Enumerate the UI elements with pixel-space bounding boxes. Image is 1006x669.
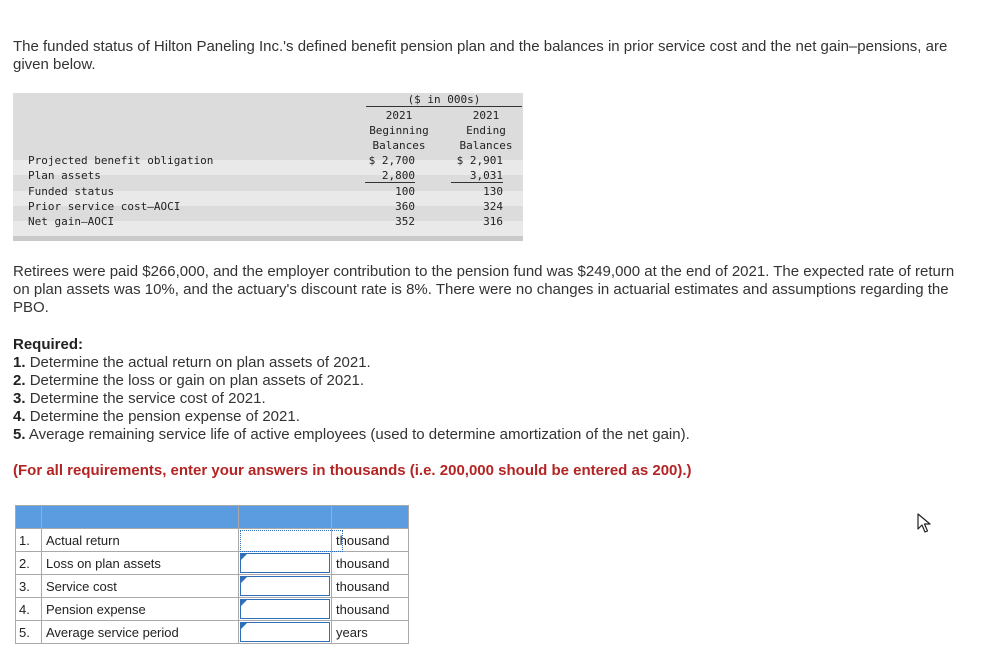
answer-row bbox=[16, 621, 409, 644]
row-label: Average service period bbox=[42, 621, 239, 644]
answer-row bbox=[16, 552, 409, 575]
col1-year: 2021 bbox=[385, 109, 413, 122]
row-number: 3. bbox=[16, 575, 42, 598]
row-label-plan-assets: Plan assets bbox=[28, 169, 101, 182]
row-label-prior-service-cost: Prior service cost–AOCI bbox=[28, 200, 181, 213]
unit-label: thousand bbox=[332, 529, 409, 552]
answer-row bbox=[16, 598, 409, 621]
funded-status-end: 130 bbox=[483, 185, 503, 198]
col2-line3: Balances bbox=[459, 139, 513, 152]
col1-line2: Beginning bbox=[369, 124, 429, 137]
col2-year: 2021 bbox=[472, 109, 500, 122]
answer-table-header bbox=[16, 506, 409, 529]
row-number: 2. bbox=[16, 552, 42, 575]
plan-assets-end: 3,031 bbox=[451, 169, 503, 183]
pbo-begin: $ 2,700 bbox=[368, 154, 415, 167]
row-number: 5. bbox=[16, 621, 42, 644]
pension-expense-input[interactable] bbox=[239, 598, 332, 621]
answer-table bbox=[15, 505, 409, 644]
row-label-funded-status: Funded status bbox=[28, 185, 115, 198]
average-service-period-input[interactable] bbox=[239, 621, 332, 644]
row-label-net-gain: Net gain–AOCI bbox=[28, 215, 115, 228]
row-number: 4. bbox=[16, 598, 42, 621]
funded-status-table bbox=[13, 93, 523, 241]
unit-label: thousand bbox=[332, 552, 409, 575]
scenario-paragraph: Retirees were paid $266,000, and the employer contribution to the pension fund was $249,000 at the end of 2021. The expected rate of return on plan assets was 10%, and the actuary's discount rate is 8%. There were no changes in actuarial estimates and assumptions regarding the PBO. bbox=[13, 263, 955, 316]
required-section bbox=[13, 336, 690, 444]
answer-row bbox=[16, 575, 409, 598]
required-title: Required: bbox=[13, 336, 84, 353]
row-label: Service cost bbox=[42, 575, 239, 598]
row-label: Loss on plan assets bbox=[42, 552, 239, 575]
intro-text: The funded status of Hilton Paneling Inc.'s defined benefit pension plan and the balances in prior service cost and the net gain–pensions, are given below. bbox=[13, 38, 948, 73]
loss-on-plan-assets-input[interactable] bbox=[239, 552, 332, 575]
prior-service-cost-begin: 360 bbox=[395, 200, 415, 213]
instruction-note: (For all requirements, enter your answers in thousands (i.e. 200,000 should be entered as 200).) bbox=[13, 462, 692, 479]
col2-line2: Ending bbox=[466, 124, 506, 137]
net-gain-end: 316 bbox=[483, 215, 503, 228]
unit-label: thousand bbox=[332, 575, 409, 598]
plan-assets-begin: 2,800 bbox=[365, 169, 415, 183]
mouse-cursor-icon bbox=[917, 513, 935, 535]
funded-status-begin: 100 bbox=[395, 185, 415, 198]
row-label: Pension expense bbox=[42, 598, 239, 621]
unit-label: thousand bbox=[332, 598, 409, 621]
actual-return-input-box[interactable] bbox=[240, 530, 343, 552]
row-label: Actual return bbox=[42, 529, 239, 552]
unit-label: years bbox=[332, 621, 409, 644]
required-item: 2. Determine the loss or gain on plan assets of 2021. bbox=[13, 372, 365, 389]
table-bottom-bar bbox=[13, 236, 523, 241]
pbo-end: $ 2,901 bbox=[456, 154, 503, 167]
row-number: 1. bbox=[16, 529, 42, 552]
required-item: 4. Determine the pension expense of 2021. bbox=[13, 408, 300, 425]
unit-header: ($ in 000s) bbox=[366, 93, 522, 107]
net-gain-begin: 352 bbox=[395, 215, 415, 228]
prior-service-cost-end: 324 bbox=[483, 200, 503, 213]
service-cost-input[interactable] bbox=[239, 575, 332, 598]
col1-line3: Balances bbox=[372, 139, 426, 152]
required-item: 5. Average remaining service life of active employees (used to determine amortization of the net gain). bbox=[13, 426, 690, 443]
required-item: 3. Determine the service cost of 2021. bbox=[13, 390, 266, 407]
answer-row bbox=[16, 529, 409, 552]
required-item: 1. Determine the actual return on plan assets of 2021. bbox=[13, 354, 371, 371]
row-label-pbo: Projected benefit obligation bbox=[28, 154, 214, 167]
